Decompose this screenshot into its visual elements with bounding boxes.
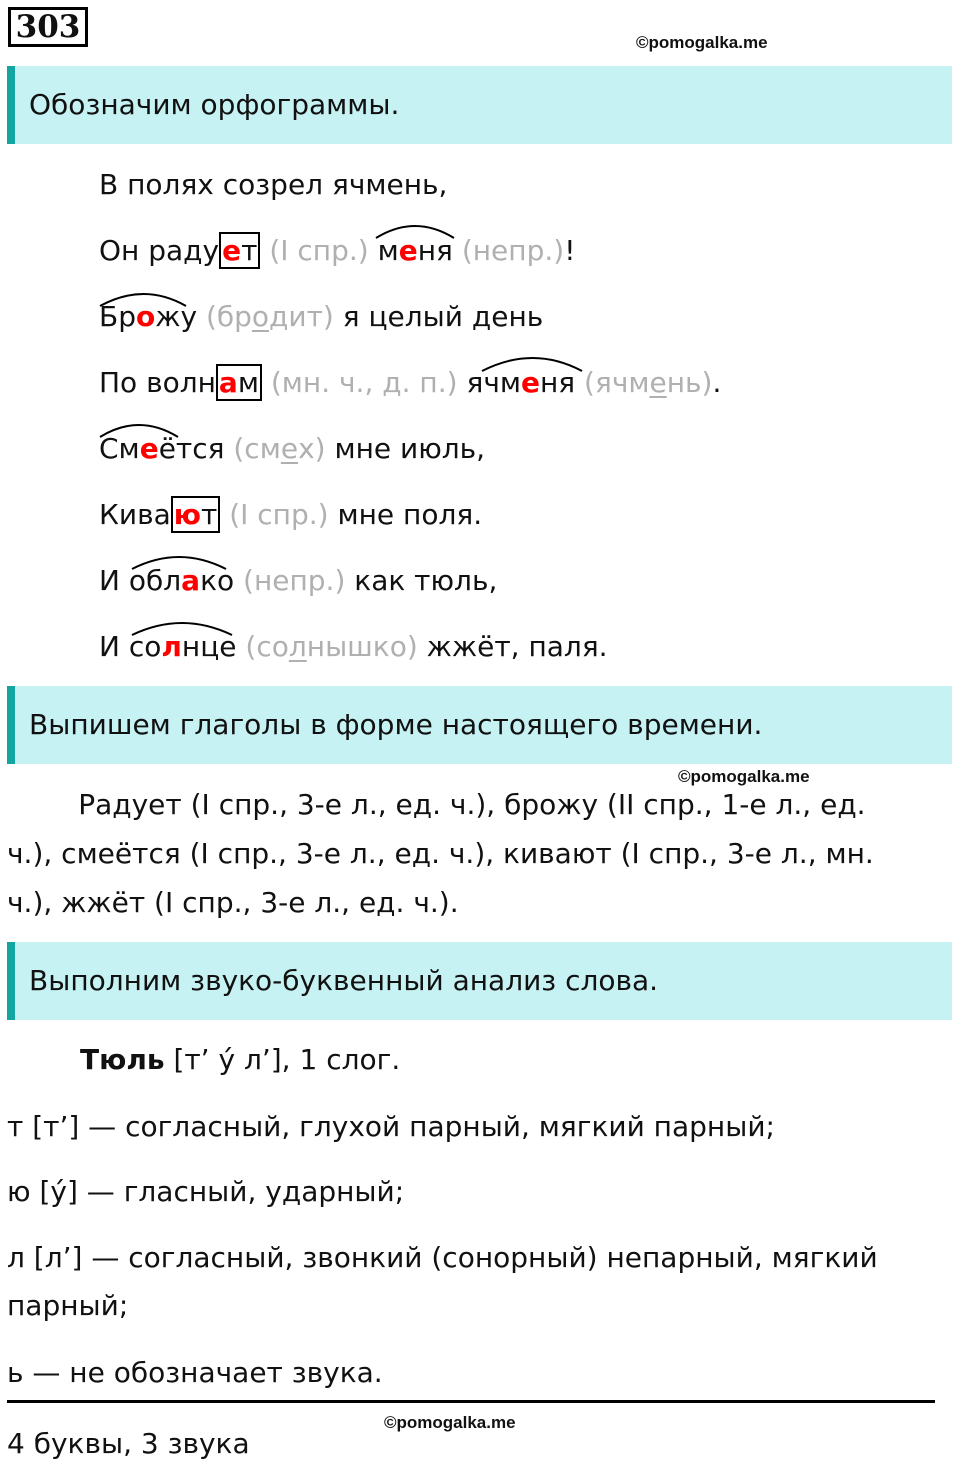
verbs-paragraph bbox=[7, 780, 947, 927]
sound-line-t: т [т’] — согласный, глухой парный, мягкий парный; bbox=[7, 1110, 775, 1143]
poem-line-7: И облако (непр.) как тюль, bbox=[99, 564, 498, 597]
poem-line-6: Кива ют (I спр.) мне поля. bbox=[99, 498, 483, 531]
analyzed-word: Тюль bbox=[80, 1043, 165, 1076]
poem-line-2: Он раду ет (I спр.) меня (непр.)! bbox=[99, 234, 576, 267]
root-arc-yachmenya bbox=[478, 351, 588, 373]
watermark: ©pomogalka.me bbox=[636, 33, 768, 52]
divider-line bbox=[7, 1400, 935, 1403]
verbs-line-3: ч.), жжёт (I спр., 3-е л., ед. ч.). bbox=[7, 886, 459, 919]
poem-line-1: В полях созрел ячмень, bbox=[99, 168, 448, 201]
verbs-line-1: Радует (I спр., 3-е л., ед. ч.), брожу (II спр., 1-е л., ед. bbox=[7, 788, 866, 821]
section-header-orthograms: Обозначим орфограммы. bbox=[7, 66, 952, 144]
root-arc-menya bbox=[370, 218, 460, 240]
task-number: 303 bbox=[8, 7, 88, 47]
root-arc-smeyotsya bbox=[94, 417, 184, 439]
summary: 4 буквы, 3 звука bbox=[7, 1427, 250, 1460]
section-header-analysis: Выполним звуко-буквенный анализ слова. bbox=[7, 942, 952, 1020]
poem-line-5: Смеётся (смех) мне июль, bbox=[99, 432, 486, 465]
watermark: ©pomogalka.me bbox=[678, 767, 810, 786]
sound-line-yu: ю [ý] — гласный, ударный; bbox=[7, 1175, 405, 1208]
poem-line-3: Брожу (бродит) я целый день bbox=[99, 300, 544, 333]
root-arc-solntse bbox=[126, 615, 238, 637]
sound-line-l: л [л’] — согласный, звонкий (сонорный) непарный, мягкий bbox=[7, 1241, 878, 1274]
section-header-verbs: Выпишем глаголы в форме настоящего времени. bbox=[7, 686, 952, 764]
poem-line-4: По волн ам (мн. ч., д. п.) ячменя (ячмень). bbox=[99, 366, 722, 399]
verbs-line-2: ч.), смеётся (I спр., 3-е л., ед. ч.), кивают (I спр., 3-е л., мн. bbox=[7, 837, 874, 870]
poem-line-8: И солнце (солнышко) жжёт, паля. bbox=[99, 630, 608, 663]
sound-line-l-cont: парный; bbox=[7, 1289, 129, 1322]
root-arc-brozhu bbox=[94, 286, 194, 308]
root-arc-oblako bbox=[126, 549, 232, 571]
sound-line-soft-sign: ь — не обозначает звука. bbox=[7, 1356, 383, 1389]
watermark: ©pomogalka.me bbox=[384, 1413, 516, 1432]
word-transcription: Тюль [т’ ý л’], 1 слог. bbox=[80, 1043, 401, 1076]
